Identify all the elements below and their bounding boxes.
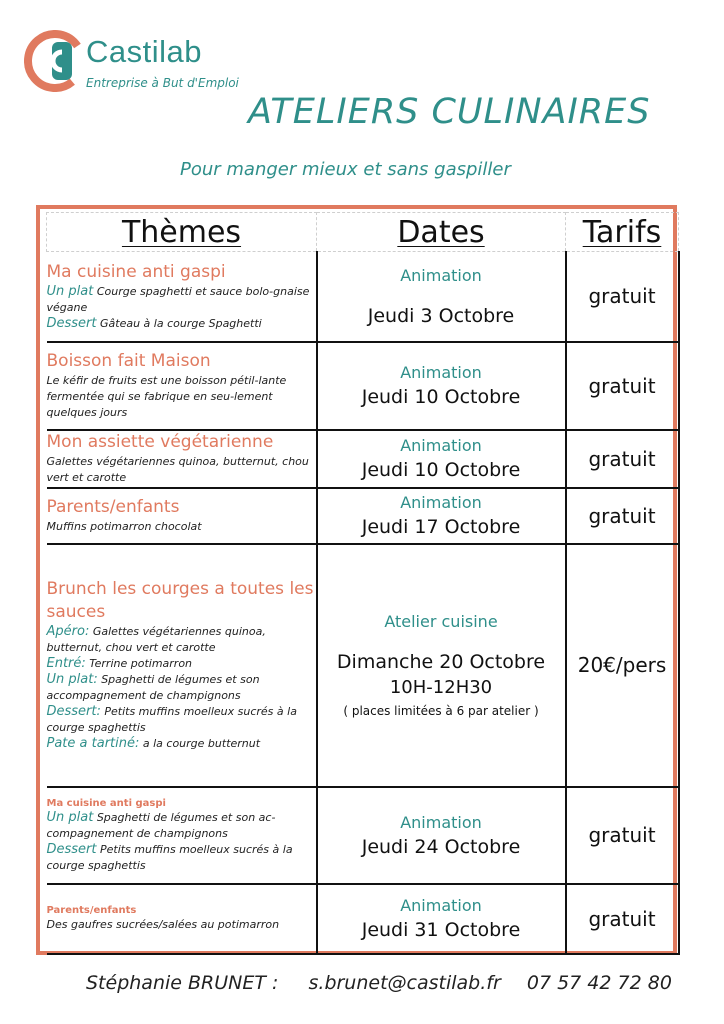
description-line	[47, 284, 316, 316]
theme-title: Ma cuisine anti gaspi	[46, 261, 226, 282]
dish-text: Spaghetti de légumes et son ac-compagnement de champignons	[46, 810, 276, 840]
tarif-value: gratuit	[588, 284, 656, 309]
theme-description	[47, 810, 316, 874]
dish-text: Le kéfir de fruits est une boisson pétil-lante fermentée qui se fabrique en seu-lement quelques jours	[46, 374, 287, 419]
table-body	[47, 252, 679, 954]
session-type: Animation	[400, 265, 482, 285]
dish-text: a la courge butternut	[139, 737, 261, 750]
table-row	[47, 884, 679, 954]
description-line	[47, 624, 316, 656]
tarif-cell	[566, 787, 679, 884]
tarif-value: gratuit	[588, 503, 656, 528]
session-date: Dimanche 20 Octobre	[336, 651, 546, 673]
table-row	[47, 252, 679, 342]
table-row	[47, 544, 679, 787]
table-header-row	[47, 213, 679, 252]
theme-title: Mon assiette végétarienne	[46, 432, 274, 452]
tarif-value: gratuit	[588, 906, 656, 931]
theme-description	[47, 519, 316, 535]
theme-title: Parents/enfants	[46, 497, 180, 517]
theme-cell	[47, 787, 317, 884]
castilab-logo-icon	[24, 30, 86, 92]
logo-tagline: Entreprise à But d'Emploi	[86, 76, 239, 90]
tarif-cell	[566, 544, 679, 787]
session-date: Jeudi 3 Octobre	[367, 304, 515, 327]
dish-text: Courge spaghetti et sauce bolo-gnaise végane	[46, 284, 310, 314]
session-date: Jeudi 31 Octobre	[361, 919, 521, 941]
dish-label: Pate a tartiné:	[46, 736, 140, 751]
description-line	[47, 454, 316, 486]
theme-description	[47, 917, 316, 933]
session-type: Animation	[400, 812, 482, 832]
description-line	[47, 373, 316, 421]
description-line	[47, 736, 316, 752]
dish-label: Un plat	[46, 809, 94, 825]
tarif-value: 20€/pers	[577, 653, 667, 677]
contact-email[interactable]: s.brunet@castilab.fr	[308, 972, 501, 994]
session-date: Jeudi 10 Octobre	[361, 459, 521, 481]
theme-description	[47, 624, 316, 752]
theme-description	[47, 373, 316, 421]
description-line	[47, 316, 316, 332]
contact-footer	[86, 972, 672, 994]
session-type: Animation	[400, 363, 482, 382]
theme-cell	[47, 884, 317, 954]
tarif-cell	[566, 252, 679, 342]
theme-title: Brunch les courges a toutes les sauces	[46, 579, 314, 622]
dish-text: Petits muffins moelleux sucrés à la courge spaghettis	[46, 842, 293, 872]
table-row	[47, 430, 679, 488]
theme-cell	[47, 544, 317, 787]
date-cell	[317, 488, 566, 544]
theme-title: Parents/enfants	[46, 905, 137, 916]
date-cell	[317, 544, 566, 787]
session-date: Jeudi 24 Octobre	[361, 835, 521, 858]
table-row	[47, 787, 679, 884]
date-cell	[317, 342, 566, 430]
header-themes: Thèmes	[47, 213, 317, 252]
dish-text: Galettes végétariennes quinoa, butternut, chou vert et carotte	[46, 455, 309, 484]
table-row	[47, 342, 679, 430]
date-cell	[317, 884, 566, 954]
dish-label: Un plat:	[46, 672, 98, 687]
session-type: Animation	[400, 896, 482, 915]
session-type: Animation	[400, 436, 482, 455]
contact-name: Stéphanie BRUNET :	[86, 972, 279, 994]
dish-label: Un plat	[46, 283, 94, 299]
theme-cell	[47, 342, 317, 430]
theme-cell	[47, 252, 317, 342]
theme-title: Ma cuisine anti gaspi	[46, 797, 166, 809]
tarif-value: gratuit	[588, 446, 656, 471]
theme-cell	[47, 430, 317, 488]
tarif-cell	[566, 430, 679, 488]
header-tarifs: Tarifs	[566, 213, 679, 252]
workshops-table	[46, 212, 680, 955]
description-line	[47, 704, 316, 736]
header-dates: Dates	[317, 213, 566, 252]
session-type: Atelier cuisine	[384, 612, 498, 631]
dish-label: Dessert:	[46, 704, 101, 719]
tarif-cell	[566, 884, 679, 954]
dish-label: Entré:	[46, 656, 86, 671]
date-cell	[317, 787, 566, 884]
theme-description	[47, 284, 316, 332]
description-line	[47, 519, 316, 535]
date-cell	[317, 252, 566, 342]
contact-phone[interactable]: 07 57 42 72 80	[526, 972, 672, 994]
dish-text: Petits muffins moelleux sucrés à la courge spaghettis	[46, 705, 297, 734]
description-line	[47, 672, 316, 704]
logo-name: Castilab	[86, 34, 202, 69]
date-cell	[317, 430, 566, 488]
table-row	[47, 488, 679, 544]
dish-text: Des gaufres sucrées/salées au potimarron	[46, 918, 280, 931]
tarif-cell	[566, 488, 679, 544]
dish-text: Galettes végétariennes quinoa, butternut, chou vert et carotte	[46, 625, 266, 654]
description-line	[47, 656, 316, 672]
session-date: Jeudi 17 Octobre	[361, 516, 521, 538]
tarif-value: gratuit	[588, 373, 656, 398]
tarif-cell	[566, 342, 679, 430]
page-subtitle: Pour manger mieux et sans gaspiller	[180, 159, 511, 180]
session-note: ( places limitées à 6 par atelier )	[343, 704, 539, 718]
castilab-logo	[24, 30, 254, 100]
description-line	[47, 917, 316, 933]
description-line	[47, 842, 316, 874]
dish-text: Terrine potimarron	[85, 657, 193, 670]
tarif-value: gratuit	[588, 823, 656, 847]
dish-label: Apéro:	[46, 624, 90, 639]
theme-description	[47, 454, 316, 486]
session-type: Animation	[400, 493, 482, 512]
dish-text: Gâteau à la courge Spaghetti	[96, 316, 262, 330]
dish-label: Dessert	[46, 315, 97, 331]
theme-title: Boisson fait Maison	[46, 351, 211, 371]
session-hours: 10H-12H30	[389, 677, 493, 698]
dish-text: Spaghetti de légumes et son accompagnement de champignons	[46, 673, 260, 702]
dish-label: Dessert	[46, 841, 97, 857]
description-line	[47, 810, 316, 842]
theme-cell	[47, 488, 317, 544]
dish-text: Muffins potimarron chocolat	[46, 520, 202, 533]
page-title: ATELIERS CULINAIRES	[248, 92, 651, 132]
session-date: Jeudi 10 Octobre	[361, 386, 521, 408]
